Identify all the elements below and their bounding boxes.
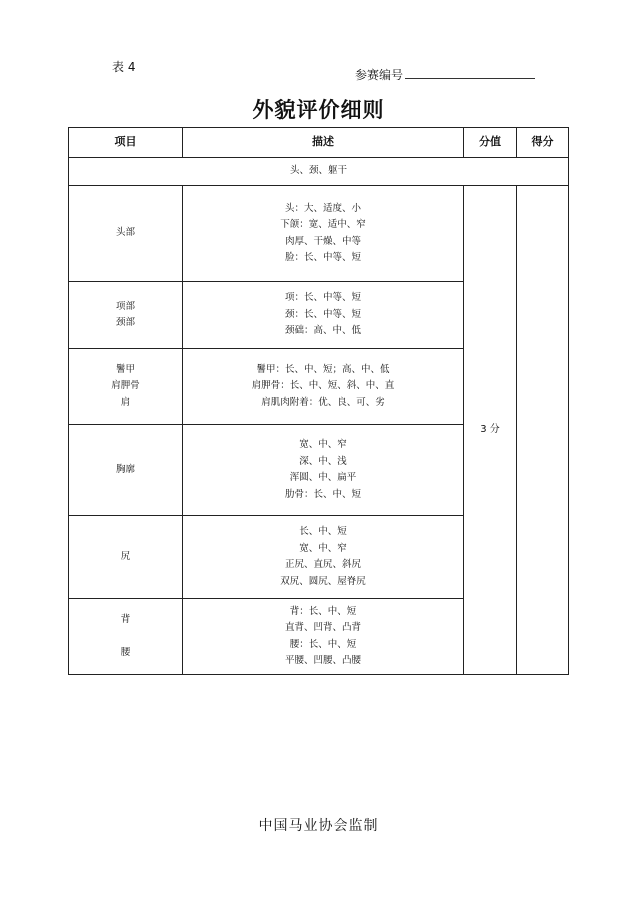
row-item: 尻 [69, 516, 183, 599]
points-cell: 3 分 [464, 186, 517, 675]
row-item: 胸廓 [69, 425, 183, 516]
score-cell[interactable] [517, 186, 569, 675]
page-title: 外貌评价细则 [252, 98, 385, 122]
row-item: 项部 颈部 [69, 282, 183, 349]
row-description: 项：长、中等、短 颈：长、中等、短 颈础：高、中、低 [183, 282, 464, 349]
row-description: 宽、中、窄 深、中、浅 浑圆、中、扁平 肋骨：长、中、短 [183, 425, 464, 516]
row-item: 鬐甲 肩胛骨 肩 [69, 349, 183, 425]
header-score: 得分 [517, 128, 569, 158]
row-item: 头部 [69, 186, 183, 282]
entry-number-label: 参赛编号 [355, 68, 404, 82]
row-item: 背 腰 [69, 599, 183, 675]
table-row [69, 186, 569, 282]
row-description: 背：长、中、短 直背、凹背、凸背 腰：长、中、短 平腰、凹腰、凸腰 [183, 599, 464, 675]
entry-number-field[interactable] [355, 66, 535, 83]
header-item: 项目 [69, 128, 183, 158]
evaluation-table [68, 127, 569, 675]
footer-issuer: 中国马业协会监制 [258, 818, 379, 834]
entry-number-blank[interactable] [405, 67, 535, 79]
section-subheader: 头、颈、躯干 [69, 158, 569, 186]
row-description: 头：大、适度、小 下颌：宽、适中、窄 肉厚、干燥、中等 脸：长、中等、短 [183, 186, 464, 282]
row-description: 长、中、短 宽、中、窄 正尻、直尻、斜尻 双尻、圆尻、屋脊尻 [183, 516, 464, 599]
row-description: 鬐甲：长、中、短；高、中、低 肩胛骨：长、中、短、斜、中、直 肩肌肉附着：优、良、可、劣 [183, 349, 464, 425]
header-description: 描述 [183, 128, 464, 158]
form-tag: 表 4 [112, 60, 136, 74]
table-header-row [69, 128, 569, 158]
subheader-row [69, 158, 569, 186]
header-points: 分值 [464, 128, 517, 158]
